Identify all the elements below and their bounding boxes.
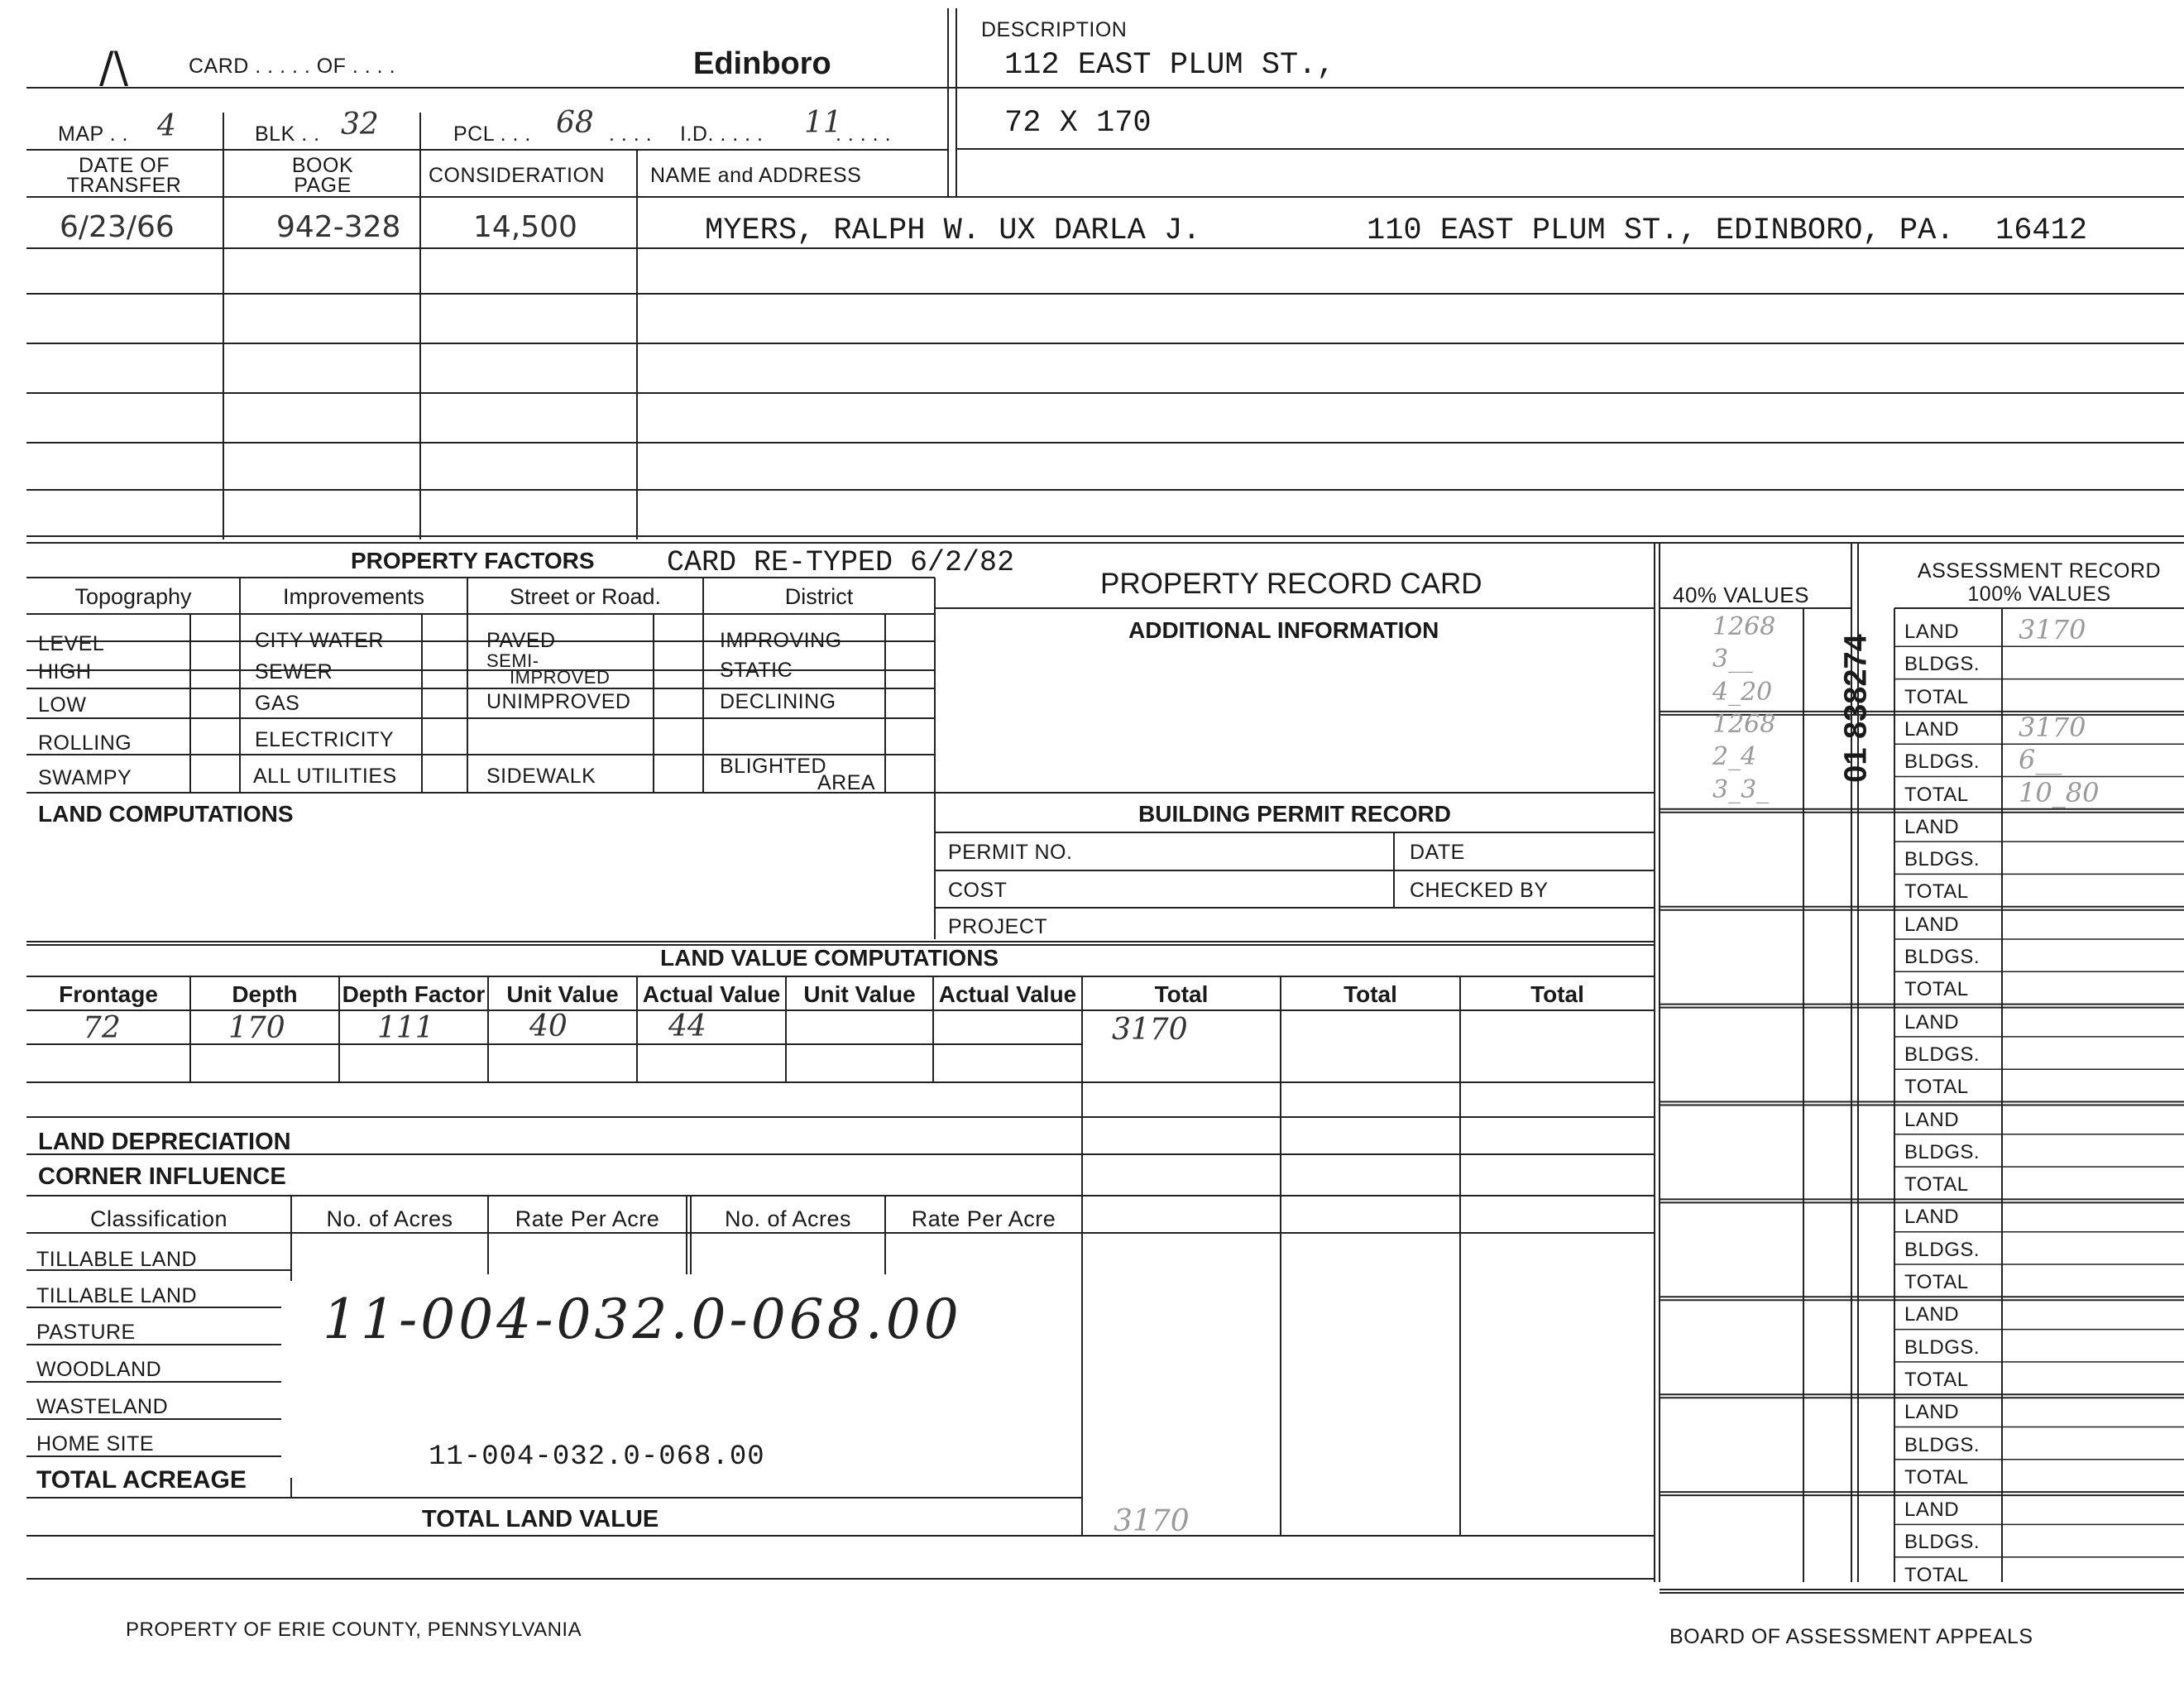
transfer-zip: 16412 (1995, 213, 2088, 248)
class-home-site: HOME SITE (36, 1432, 155, 1455)
name-address-header: NAME and ADDRESS (650, 164, 862, 187)
assessment-label-bldgs: BLDGS. (1904, 848, 1980, 871)
street-road-header: Street or Road. (509, 584, 662, 609)
district-declining: DECLINING (720, 690, 836, 713)
assessment-label-bldgs: BLDGS. (1904, 750, 1980, 774)
topo-high: HIGH (38, 660, 92, 683)
assessment-label-total: TOTAL (1904, 1465, 1969, 1489)
class-woodland: WOODLAND (36, 1358, 162, 1381)
property-record-card-title: PROPERTY RECORD CARD (1100, 568, 1482, 600)
land-total-value: 3170 (1112, 1013, 1188, 1047)
col-unit-value-1: Unit Value (506, 981, 619, 1007)
date-of-transfer-header: DATE OF TRANSFER (66, 154, 182, 197)
permit-project-label: PROJECT (948, 915, 1048, 938)
assessment-label-total: TOTAL (1904, 1173, 1969, 1196)
assessment-label-total: TOTAL (1904, 978, 1969, 1001)
assessment-label-bldgs: BLDGS. (1904, 1531, 1980, 1554)
depth-factor-value: 111 (377, 1011, 434, 1045)
assessment-label-bldgs: BLDGS. (1904, 1433, 1980, 1456)
map-label: MAP . . (58, 122, 129, 146)
actual-value-value: 44 (668, 1009, 706, 1043)
col-actual-value-1: Actual Value (642, 981, 781, 1007)
street-unimproved: UNIMPROVED (486, 690, 631, 713)
street-improved: IMPROVED (510, 667, 611, 688)
transfer-book-page: 942-328 (276, 210, 401, 244)
topo-swampy: SWAMPY (38, 766, 132, 789)
transfer-name: MYERS, RALPH W. UX DARLA J. (705, 213, 1201, 248)
footer-erie-county: PROPERTY OF ERIE COUNTY, PENNSYLVANIA (126, 1618, 582, 1641)
forty-percent-value: 2_4 (1712, 742, 1757, 772)
col-frontage: Frontage (59, 981, 158, 1007)
acres-header-2: No. of Acres (724, 1206, 852, 1231)
forty-percent-value: 3_3_ (1712, 774, 1770, 804)
assessment-label-bldgs: BLDGS. (1904, 1238, 1980, 1261)
unit-value-value: 40 (529, 1009, 568, 1043)
permit-no-label: PERMIT NO. (948, 841, 1073, 864)
card-retyped-note: CARD RE-TYPED 6/2/82 (667, 546, 1015, 579)
footer-board-appeals: BOARD OF ASSESSMENT APPEALS (1669, 1625, 2033, 1648)
impr-all-utilities: ALL UTILITIES (253, 765, 397, 788)
card-label: CARD . . . . . OF . . . . (189, 55, 396, 78)
topography-header: Topography (74, 584, 192, 609)
street-paved: PAVED (486, 629, 556, 652)
col-total-3: Total (1530, 981, 1584, 1007)
assessment-label-total: TOTAL (1904, 685, 1969, 708)
depth-value: 170 (228, 1011, 285, 1045)
assessment-label-total: TOTAL (1904, 880, 1969, 904)
assessment-label-land: LAND (1904, 815, 1960, 838)
forty-percent-value: 4_20 (1712, 677, 1773, 707)
impr-city-water: CITY WATER (255, 629, 384, 652)
land-value-computations-title: LAND VALUE COMPUTATIONS (660, 945, 999, 971)
assessment-label-land: LAND (1904, 717, 1960, 741)
assessment-label-land: LAND (1904, 1303, 1960, 1326)
additional-information-label: ADDITIONAL INFORMATION (1128, 617, 1439, 643)
total-acreage-label: TOTAL ACREAGE (36, 1466, 247, 1494)
blk-label: BLK . . (255, 122, 320, 146)
parcel-handwritten-id: 11-004-032.0-068.00 (323, 1288, 962, 1351)
assessment-label-total: TOTAL (1904, 783, 1969, 806)
forty-percent-value: 1268 (1712, 709, 1776, 739)
transfer-date: 6/23/66 (60, 210, 175, 244)
book-page-header: BOOK PAGE (291, 154, 354, 197)
district-blighted: BLIGHTED (720, 755, 827, 778)
assessment-label-bldgs: BLDGS. (1904, 1140, 1980, 1163)
class-wasteland: WASTELAND (36, 1395, 169, 1418)
col-total-2: Total (1343, 981, 1397, 1007)
permit-checked-by-label: CHECKED BY (1410, 879, 1549, 902)
description-line-2: 72 X 170 (1004, 106, 1152, 141)
col-depth-factor: Depth Factor (342, 981, 486, 1007)
forty-percent-value: 1268 (1712, 612, 1776, 641)
assessment-value: 6__ (2019, 744, 2062, 776)
description-line-1: 112 EAST PLUM ST., (1004, 48, 1335, 83)
district-improving: IMPROVING (720, 629, 842, 652)
assessment-record-title: ASSESSMENT RECORD 100% VALUES (1917, 559, 2162, 606)
municipality-name: Edinboro (693, 46, 831, 81)
assessment-label-land: LAND (1904, 1108, 1960, 1131)
id-value: 11 (804, 106, 842, 140)
total-land-value-label: TOTAL LAND VALUE (422, 1506, 659, 1532)
district-static: STATIC (720, 659, 793, 682)
topo-level: LEVEL (38, 632, 105, 655)
pcl-value: 68 (556, 106, 594, 140)
assessment-label-bldgs: BLDGS. (1904, 946, 1980, 968)
col-total-1: Total (1154, 981, 1209, 1007)
transfer-consideration: 14,500 (473, 210, 577, 244)
assessment-label-bldgs: BLDGS. (1904, 653, 1980, 676)
street-sidewalk: SIDEWALK (486, 765, 596, 788)
consideration-header: CONSIDERATION (429, 164, 605, 187)
pcl-dots: . . . . (609, 122, 653, 146)
assessment-label-land: LAND (1904, 621, 1960, 643)
assessment-label-land: LAND (1904, 1206, 1960, 1229)
impr-sewer: SEWER (255, 660, 333, 683)
forty-percent-value: 3__ (1712, 645, 1754, 674)
card-check-mark: /\ (99, 43, 129, 93)
vertical-stamp-number: 01 838274 (1838, 634, 1874, 783)
improvements-header: Improvements (282, 584, 425, 609)
frontage-value: 72 (83, 1011, 121, 1045)
transfer-address: 110 EAST PLUM ST., EDINBORO, PA. (1367, 213, 1955, 248)
district-area: AREA (817, 771, 876, 794)
vertical-stamp (1835, 609, 1878, 808)
land-depreciation-label: LAND DEPRECIATION (38, 1129, 291, 1155)
permit-date-label: DATE (1410, 841, 1465, 864)
permit-cost-label: COST (948, 879, 1008, 902)
street-semi: SEMI- (486, 650, 539, 671)
assessment-label-total: TOTAL (1904, 1076, 1969, 1099)
col-unit-value-2: Unit Value (803, 981, 916, 1007)
parcel-barcode-text: 11-004-032.0-068.00 (429, 1441, 765, 1473)
assessment-value: 3170 (2019, 614, 2086, 645)
topo-low: LOW (38, 693, 87, 717)
blk-value: 32 (341, 108, 379, 141)
total-land-value-amount: 3170 (1114, 1504, 1190, 1538)
rate-header-1: Rate Per Acre (515, 1206, 660, 1231)
class-tillable-1: TILLABLE LAND (36, 1248, 198, 1271)
assessment-value: 10_80 (2019, 776, 2100, 808)
assessment-label-bldgs: BLDGS. (1904, 1043, 1980, 1066)
class-pasture: PASTURE (36, 1321, 136, 1344)
classification-header: Classification (89, 1206, 228, 1231)
assessment-label-total: TOTAL (1904, 1563, 1969, 1586)
id-dots: . . . . . (836, 122, 892, 146)
assessment-value: 3170 (2019, 711, 2086, 743)
description-label: DESCRIPTION (981, 18, 1128, 41)
impr-electricity: ELECTRICITY (255, 728, 395, 751)
impr-gas: GAS (255, 692, 300, 715)
rate-header-2: Rate Per Acre (911, 1206, 1056, 1231)
forty-percent-values-title: 40% VALUES (1673, 583, 1809, 607)
id-label: I.D. . . . . (680, 122, 764, 146)
land-computations-label: LAND COMPUTATIONS (38, 801, 294, 827)
corner-influence-label: CORNER INFLUENCE (38, 1163, 286, 1190)
pcl-label: PCL . . . (453, 122, 531, 146)
map-value: 4 (157, 109, 176, 143)
building-permit-title: BUILDING PERMIT RECORD (1138, 801, 1451, 827)
topo-rolling: ROLLING (38, 731, 132, 755)
col-actual-value-2: Actual Value (938, 981, 1077, 1007)
assessment-label-land: LAND (1904, 1499, 1960, 1522)
acres-header-1: No. of Acres (326, 1206, 453, 1231)
district-header: District (784, 584, 854, 609)
assessment-label-total: TOTAL (1904, 1368, 1969, 1391)
assessment-label-land: LAND (1904, 1401, 1960, 1424)
property-factors-title: PROPERTY FACTORS (351, 548, 595, 573)
assessment-label-land: LAND (1904, 913, 1960, 936)
class-tillable-2: TILLABLE LAND (36, 1284, 198, 1307)
assessment-label-bldgs: BLDGS. (1904, 1336, 1980, 1359)
col-depth: Depth (232, 981, 298, 1007)
assessment-label-total: TOTAL (1904, 1271, 1969, 1293)
parcel-barcode (295, 1339, 945, 1436)
assessment-label-land: LAND (1904, 1010, 1960, 1033)
